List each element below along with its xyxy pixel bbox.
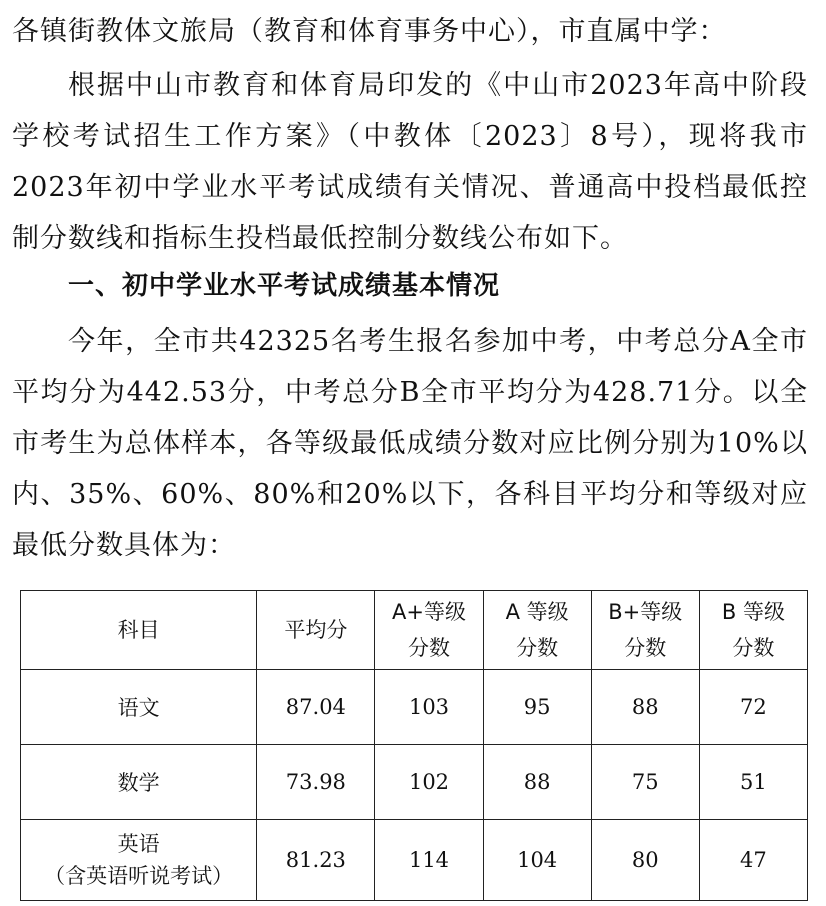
cell-average: 81.23 [257, 820, 375, 901]
cell-subject-note: （含英语听说考试） [44, 864, 234, 888]
section-heading: 一、初中学业水平考试成绩基本情况 [68, 271, 501, 301]
cell-subject [21, 820, 257, 901]
cell-subject: 语文 [21, 670, 257, 745]
header-a [483, 591, 591, 670]
paragraph-scheme: 根据中山市教育和体育局印发的《中山市2023年高中阶段学校考试招生工作方案》（中教体〔2023〕8号），现将我市2023年初中学业水平考试成绩有关情况、普通高中投档最低控制分数线和指标生投档最低控制分数线公布如下。 [12, 70, 808, 254]
table-row [21, 745, 808, 820]
header-average: 平均分 [257, 591, 375, 670]
header-a-line1: A 等级 [505, 600, 569, 624]
header-b-line1: B 等级 [721, 600, 785, 624]
cell-b: 51 [699, 745, 807, 820]
header-a-plus-line1: A+等级 [392, 600, 466, 624]
cell-b-plus: 80 [591, 820, 699, 901]
cell-average: 73.98 [257, 745, 375, 820]
header-b-line2: 分数 [732, 636, 775, 660]
header-a-line2: 分数 [516, 636, 559, 660]
cell-b: 47 [699, 820, 807, 901]
header-subject: 科目 [21, 591, 257, 670]
table-header-row [21, 591, 808, 670]
paragraph-scores: 今年，全市共42325名考生报名参加中考，中考总分A全市平均分为442.53分，中考总分B全市平均分为428.71分。以全市考生为总体样本，各等级最低成绩分数对应比例分别为10%以内、35%、60%、80%和20%以下，各科目平均分和等级对应最低分数具体为： [12, 326, 808, 561]
cell-a-plus: 103 [375, 670, 483, 745]
header-b-plus-line2: 分数 [624, 636, 667, 660]
cell-b-plus: 88 [591, 670, 699, 745]
header-b-plus-line1: B+等级 [608, 600, 683, 624]
cell-b-plus: 75 [591, 745, 699, 820]
cell-b: 72 [699, 670, 807, 745]
cell-a: 88 [483, 745, 591, 820]
table-row [21, 820, 808, 901]
cell-a: 104 [483, 820, 591, 901]
cell-a-plus: 114 [375, 820, 483, 901]
header-b [699, 591, 807, 670]
table-row [21, 670, 808, 745]
cell-average: 87.04 [257, 670, 375, 745]
cell-a: 95 [483, 670, 591, 745]
header-b-plus [591, 591, 699, 670]
cell-a-plus: 102 [375, 745, 483, 820]
header-a-plus [375, 591, 483, 670]
cell-subject-name: 英语 [117, 832, 160, 856]
intro-line: 各镇街教体文旅局（教育和体育事务中心），市直属中学： [12, 16, 727, 47]
scores-table [20, 590, 808, 901]
header-a-plus-line2: 分数 [408, 636, 450, 660]
cell-subject: 数学 [21, 745, 257, 820]
